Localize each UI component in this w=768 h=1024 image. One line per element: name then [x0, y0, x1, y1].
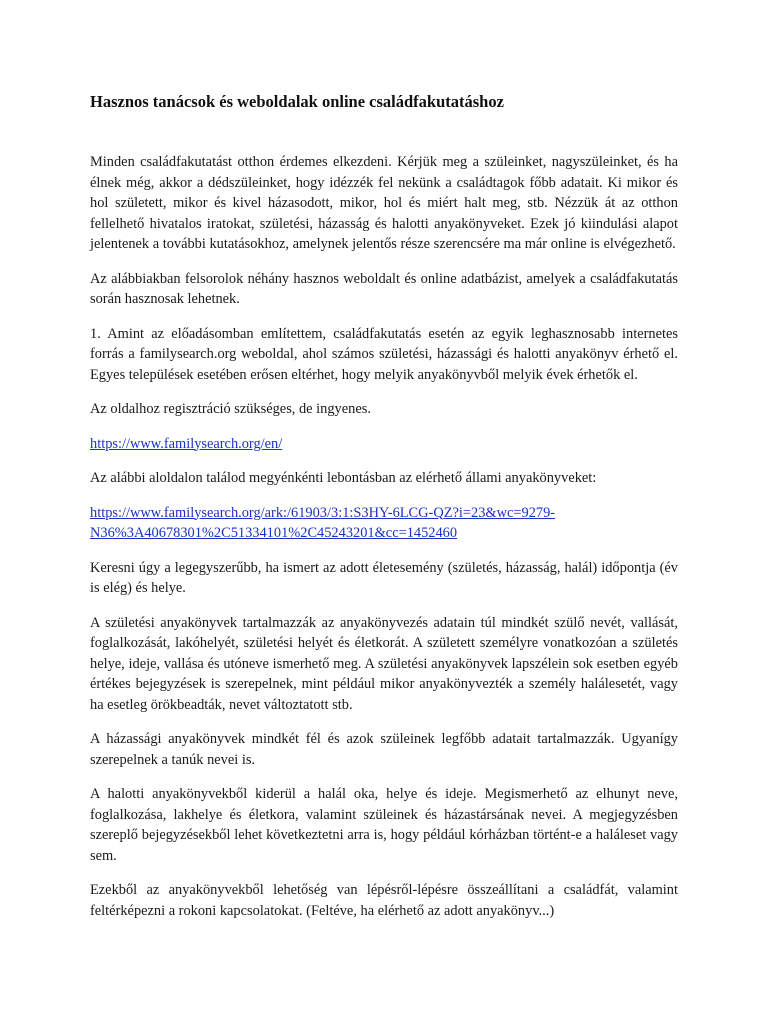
- paragraph-subpage: Az alábbi aloldalon találod megyénkénti lebontásban az elérhető állami anyakönyveket:: [90, 470, 597, 486]
- paragraph-marriage-records: A házassági anyakönyvek mindkét fél és azok szüleinek legfőbb adatait tartalmazzák. Ugyanígy szerepelnek a tanúk nevei is.: [90, 731, 678, 768]
- link-paragraph-1: [90, 434, 678, 455]
- paragraph-list-intro: Az alábbiakban felsorolok néhány hasznos weboldalt és online adatbázist, amelyek a családfakutatás során hasznosak lehetnek.: [90, 270, 678, 307]
- paragraph-birth-records: A születési anyakönyvek tartalmazzák az anyakönyvezés adatain túl mindkét szülő nevét, vallását, foglalkozását, lakóhelyét, születési helyét és életkorát. A született személyre vonatkozóan a születés helye, ideje, vallása és utóneve ismerhető meg. A születési anyakönyvek lapszélein sok esetben egyéb értékes bejegyzések is szerepelnek, mint például mikor anyakönyvezték a személy halálesetét, vagy ha esetleg örökbeadták, nevet változtatott stb.: [90, 614, 678, 713]
- paragraph-intro: Minden családfakutatást otthon érdemes elkezdeni. Kérjük meg a szüleinket, nagyszüleinket, és ha élnek még, akkor a dédszüleinket, hogy idézzék fel nekünk a családtagok főbb adatait. Ki mikor és hol született, mikor és kivel házasodott, mikor, hol és miért halt meg, stb. Nézzük át az otthon fellelhető hivatalos iratokat, születési, házasság és halotti anyakönyveket. Ezek jó kiindulási alapot jelentenek a további kutatásokhoz, amelynek jelentős része szerencsére ma már online is elvégezhető.: [90, 154, 678, 252]
- paragraph-familysearch: 1. Amint az előadásomban említettem, családfakutatás esetén az egyik leghasznosabb internetes forrás a familysearch.org weboldal, ahol számos születési, házassági és halotti anyakönyv érhető el. Egyes települések esetében erősen eltérhet, hogy melyik anyakönyvből melyik évek érhetők el.: [90, 325, 678, 383]
- link-paragraph-2: [90, 503, 678, 544]
- familysearch-records-link[interactable]: [90, 505, 555, 542]
- link-line-2: N36%3A40678301%2C51334101%2C45243201&cc=1452460: [90, 525, 458, 541]
- familysearch-link[interactable]: https://www.familysearch.org/en/: [90, 435, 283, 452]
- paragraph-conclusion: Ezekből az anyakönyvekből lehetőség van lépésről-lépésre összeállítani a családfát, valamint feltérképezni a rokoni kapcsolatokat. (Feltéve, ha elérhető az adott anyakönyv...): [90, 882, 678, 919]
- link-line-1: https://www.familysearch.org/ark:/61903/3:1:S3HY-6LCG-QZ?i=23&wc=9279-: [90, 504, 556, 521]
- paragraph-search-tip: Keresni úgy a legegyszerűbb, ha ismert az adott életesemény (születés, házasság, halál) időpontja (év is elég) és helye.: [90, 559, 678, 596]
- paragraph-registration: Az oldalhoz regisztráció szükséges, de ingyenes.: [90, 401, 371, 417]
- page-title: Hasznos tanácsok és weboldalak online családfakutatáshoz: [90, 92, 504, 111]
- paragraph-death-records: A halotti anyakönyvekből kiderül a halál oka, helye és ideje. Megismerhető az elhunyt neve, foglalkozása, lakhelye és életkora, valamint szüleinek és házastársának nevei. A megjegyzésben szereplő bejegyzésekből lehet következtetni arra is, hogy például kórházban történt-e a haláleset vagy sem.: [90, 786, 678, 864]
- document-page: [90, 90, 678, 935]
